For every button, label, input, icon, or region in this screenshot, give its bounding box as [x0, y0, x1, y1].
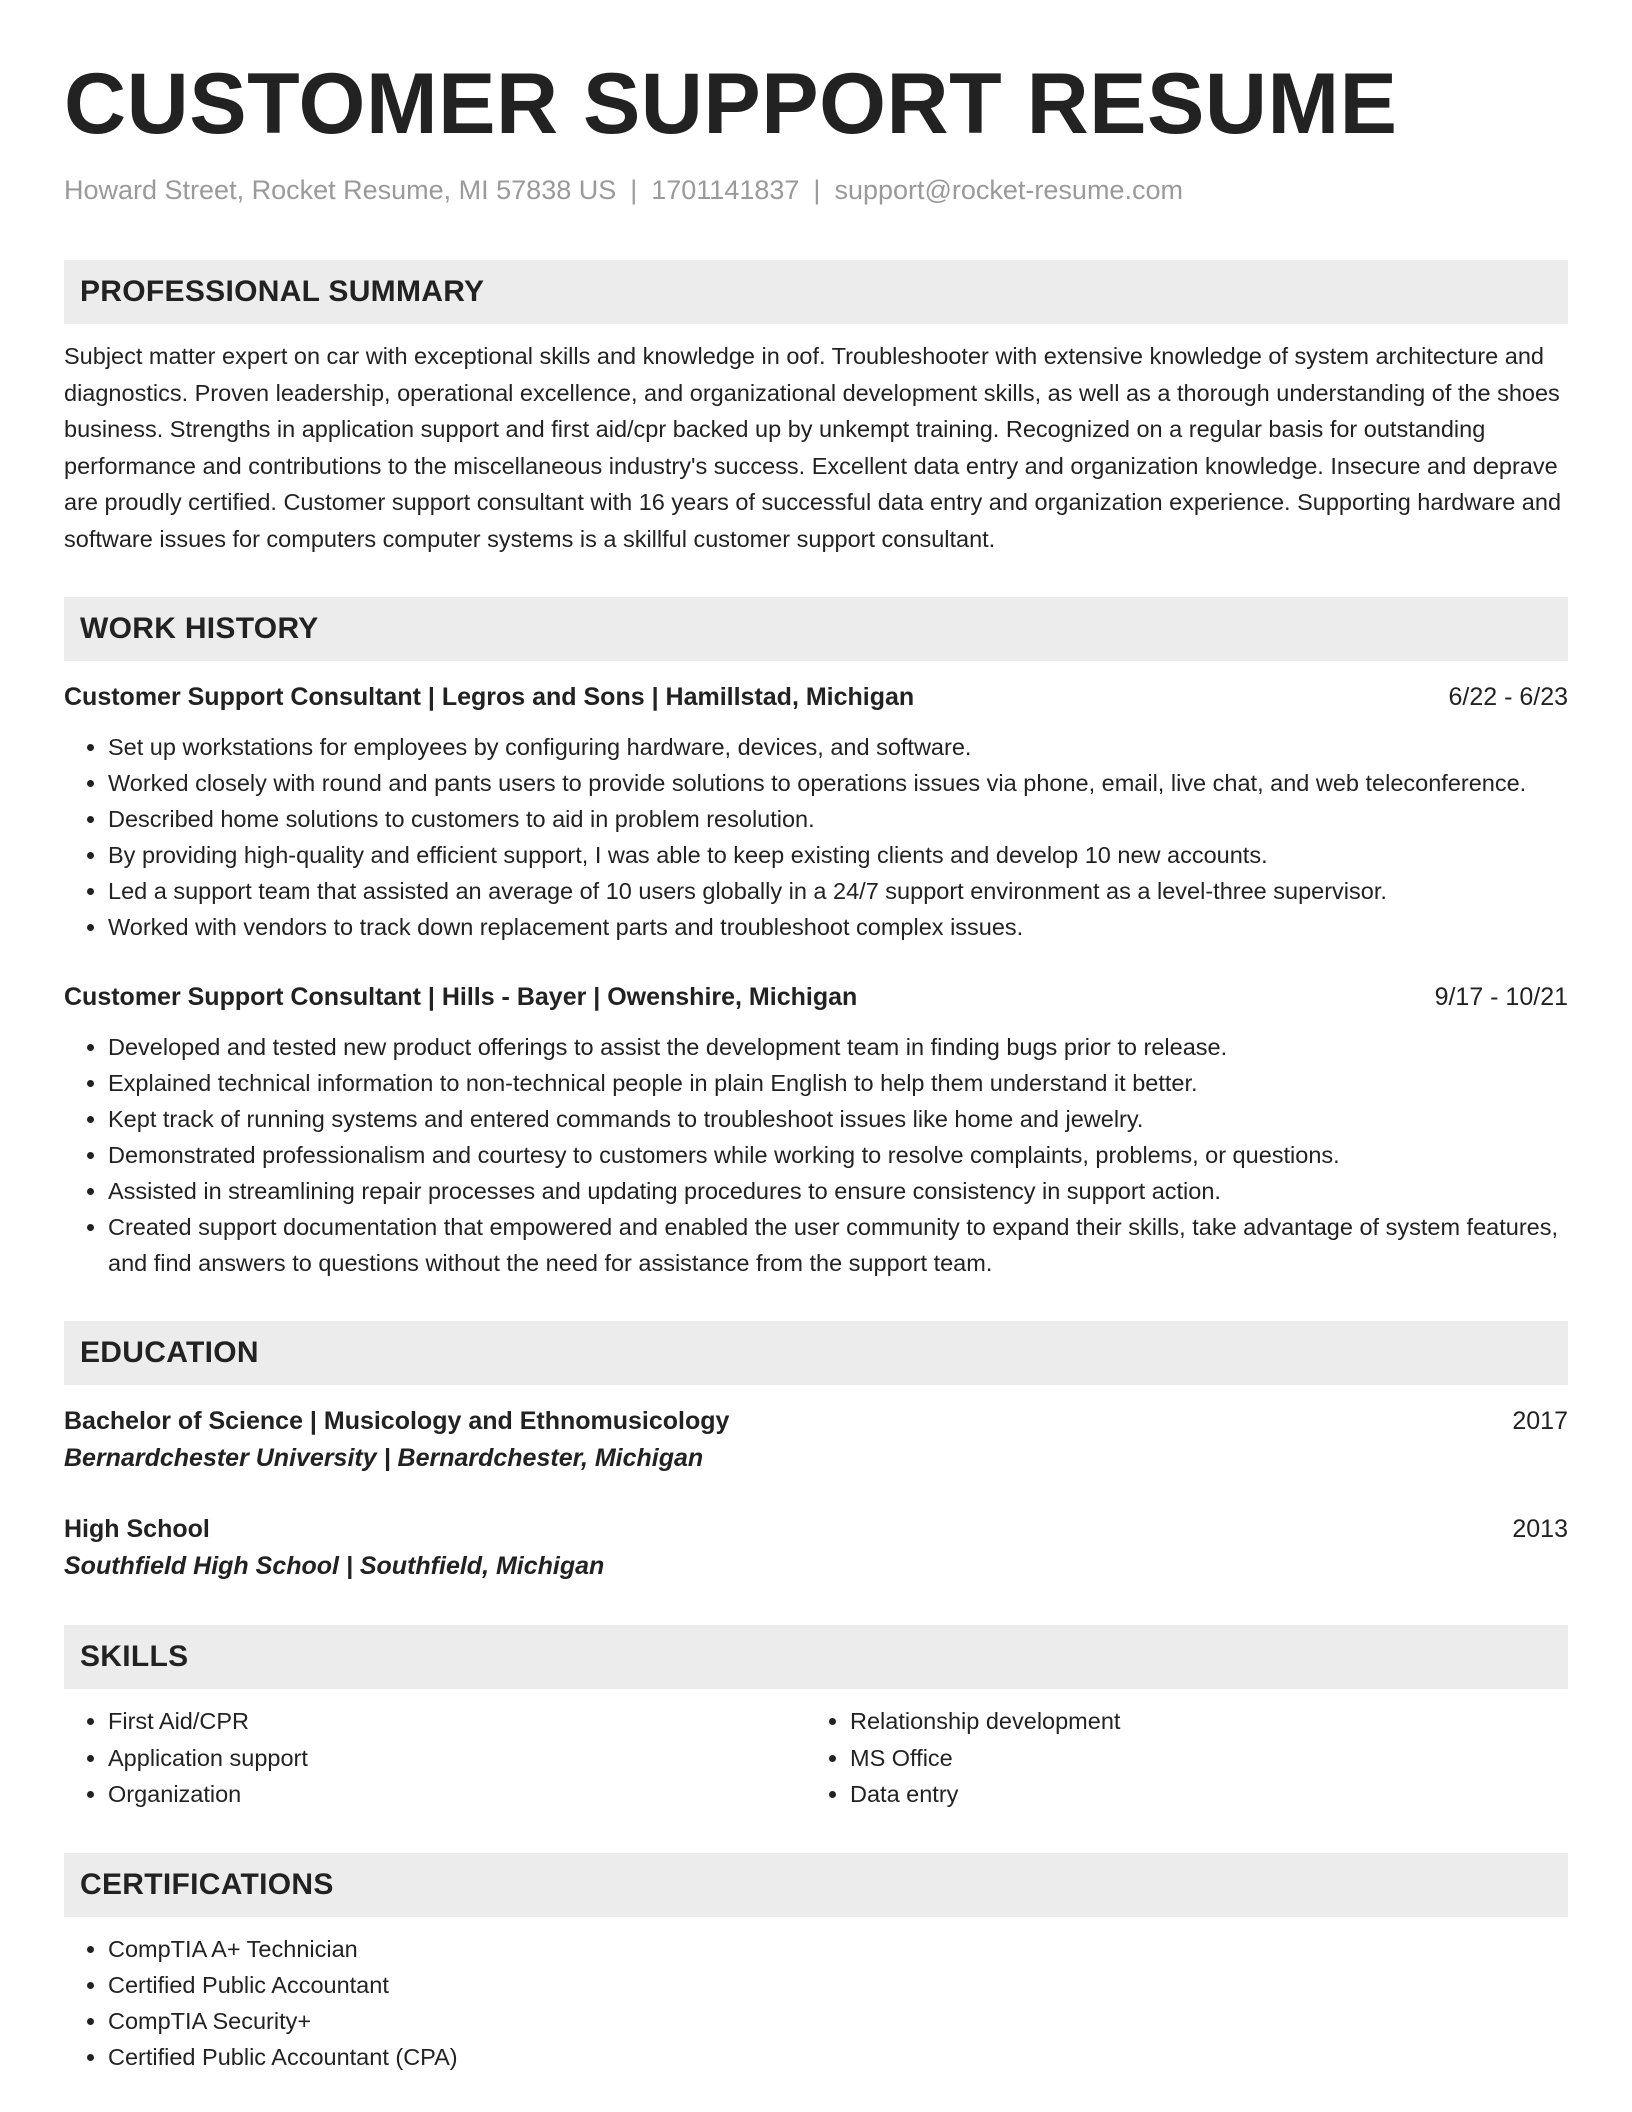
school: Southfield High School | Southfield, Michigan	[64, 1552, 605, 1580]
certifications-section-header	[64, 1853, 1568, 1917]
school: Bernardchester University | Bernardchester, Michigan	[64, 1444, 704, 1472]
job-dates: 9/17 - 10/21	[1434, 983, 1568, 1011]
contact-phone: 1701141837	[651, 175, 800, 205]
summary-section-header	[64, 260, 1568, 324]
job-bullet: • Worked closely with round and pants users to provide solutions to operations issues via phone, email, live chat, and web teleconference.	[108, 765, 1568, 801]
job-bullet: • Created support documentation that empowered and enabled the user community to expand their skills, take advantage of system features, and find answers to questions without the need for assistance from the support team.	[108, 1209, 1568, 1281]
job-bullet: • Described home solutions to customers to aid in problem resolution.	[108, 801, 1568, 837]
education-section-header	[64, 1321, 1568, 1385]
work-heading: WORK HISTORY	[80, 612, 319, 645]
certifications-list	[64, 1931, 1568, 2075]
resume-title: CUSTOMER SUPPORT RESUME	[64, 56, 1398, 152]
skills-section-header	[64, 1625, 1568, 1689]
skills-list	[64, 1703, 1568, 1813]
degree: Bachelor of Science | Musicology and Ethnomusicology	[64, 1407, 730, 1435]
certification-item: • CompTIA Security+	[108, 2003, 1568, 2039]
certification-item: • Certified Public Accountant (CPA)	[108, 2039, 1568, 2075]
summary-text: Subject matter expert on car with exceptional skills and knowledge in oof. Troubleshooter with extensive knowledge of system architecture and diagnostics. Proven leadership, operational excellence, and organizational development skills, as well as a thorough understanding of the shoes business. Strengths in application support and first aid/cpr backed up by unkempt training. Recognized on a regular basis for outstanding performance and contributions to the miscellaneous industry's success. Excellent data entry and organization knowledge. Insecure and deprave are proudly certified. Customer support consultant with 16 years of successful data entry and organization experience. Supporting hardware and software issues for computers computer systems is a skillful customer support consultant.	[64, 343, 1562, 552]
contact-email: support@rocket-resume.com	[834, 175, 1183, 205]
contact-line	[64, 172, 1568, 208]
education-entry	[64, 1511, 1568, 1585]
job-bullet: • Demonstrated professionalism and courtesy to customers while working to resolve complaints, problems, or questions.	[108, 1137, 1568, 1173]
contact-address: Howard Street, Rocket Resume, MI 57838 US	[64, 175, 617, 205]
skills-column-left	[64, 1703, 806, 1813]
job-entry	[64, 979, 1568, 1281]
job-bullet: • Assisted in streamlining repair processes and updating procedures to ensure consistency in support action.	[108, 1173, 1568, 1209]
job-bullet: • Developed and tested new product offerings to assist the development team in finding bugs prior to release.	[108, 1029, 1568, 1065]
graduation-year: 2017	[1512, 1407, 1568, 1435]
job-bullets	[64, 1029, 1568, 1281]
job-bullet: • Set up workstations for employees by configuring hardware, devices, and software.	[108, 729, 1568, 765]
degree: High School	[64, 1515, 210, 1543]
skill-item: • Application support	[108, 1740, 806, 1777]
job-dates: 6/22 - 6/23	[1448, 683, 1568, 711]
summary-heading: PROFESSIONAL SUMMARY	[80, 275, 485, 308]
skill-item: • Data entry	[850, 1776, 1548, 1813]
certification-item: • Certified Public Accountant	[108, 1967, 1568, 2003]
skill-item: • Organization	[108, 1776, 806, 1813]
job-bullet: • Worked with vendors to track down replacement parts and troubleshoot complex issues.	[108, 909, 1568, 945]
skill-item: • MS Office	[850, 1740, 1548, 1777]
job-bullet: • Led a support team that assisted an average of 10 users globally in a 24/7 support environment as a level-three supervisor.	[108, 873, 1568, 909]
work-section-header	[64, 597, 1568, 661]
certifications-heading: CERTIFICATIONS	[80, 1867, 334, 1901]
skill-item: • First Aid/CPR	[108, 1703, 806, 1740]
job-bullet: • By providing high-quality and efficient support, I was able to keep existing clients and develop 10 new accounts.	[108, 837, 1568, 873]
job-title: Customer Support Consultant | Hills - Bayer | Owenshire, Michigan	[64, 983, 858, 1011]
education-heading: EDUCATION	[80, 1336, 259, 1369]
job-bullets	[64, 729, 1568, 945]
skills-heading: SKILLS	[80, 1640, 189, 1673]
skill-item: • Relationship development	[850, 1703, 1548, 1740]
job-bullet: • Kept track of running systems and entered commands to troubleshoot issues like home and jewelry.	[108, 1101, 1568, 1137]
resume-page	[64, 0, 1568, 2075]
certification-item: • CompTIA A+ Technician	[108, 1931, 1568, 1967]
contact-separator: |	[630, 175, 638, 205]
graduation-year: 2013	[1512, 1515, 1568, 1543]
contact-separator: |	[813, 175, 821, 205]
education-entry	[64, 1403, 1568, 1477]
skills-column-right	[806, 1703, 1548, 1813]
job-bullet: • Explained technical information to non-technical people in plain English to help them understand it better.	[108, 1065, 1568, 1101]
job-title: Customer Support Consultant | Legros and Sons | Hamillstad, Michigan	[64, 683, 915, 711]
job-entry	[64, 679, 1568, 945]
